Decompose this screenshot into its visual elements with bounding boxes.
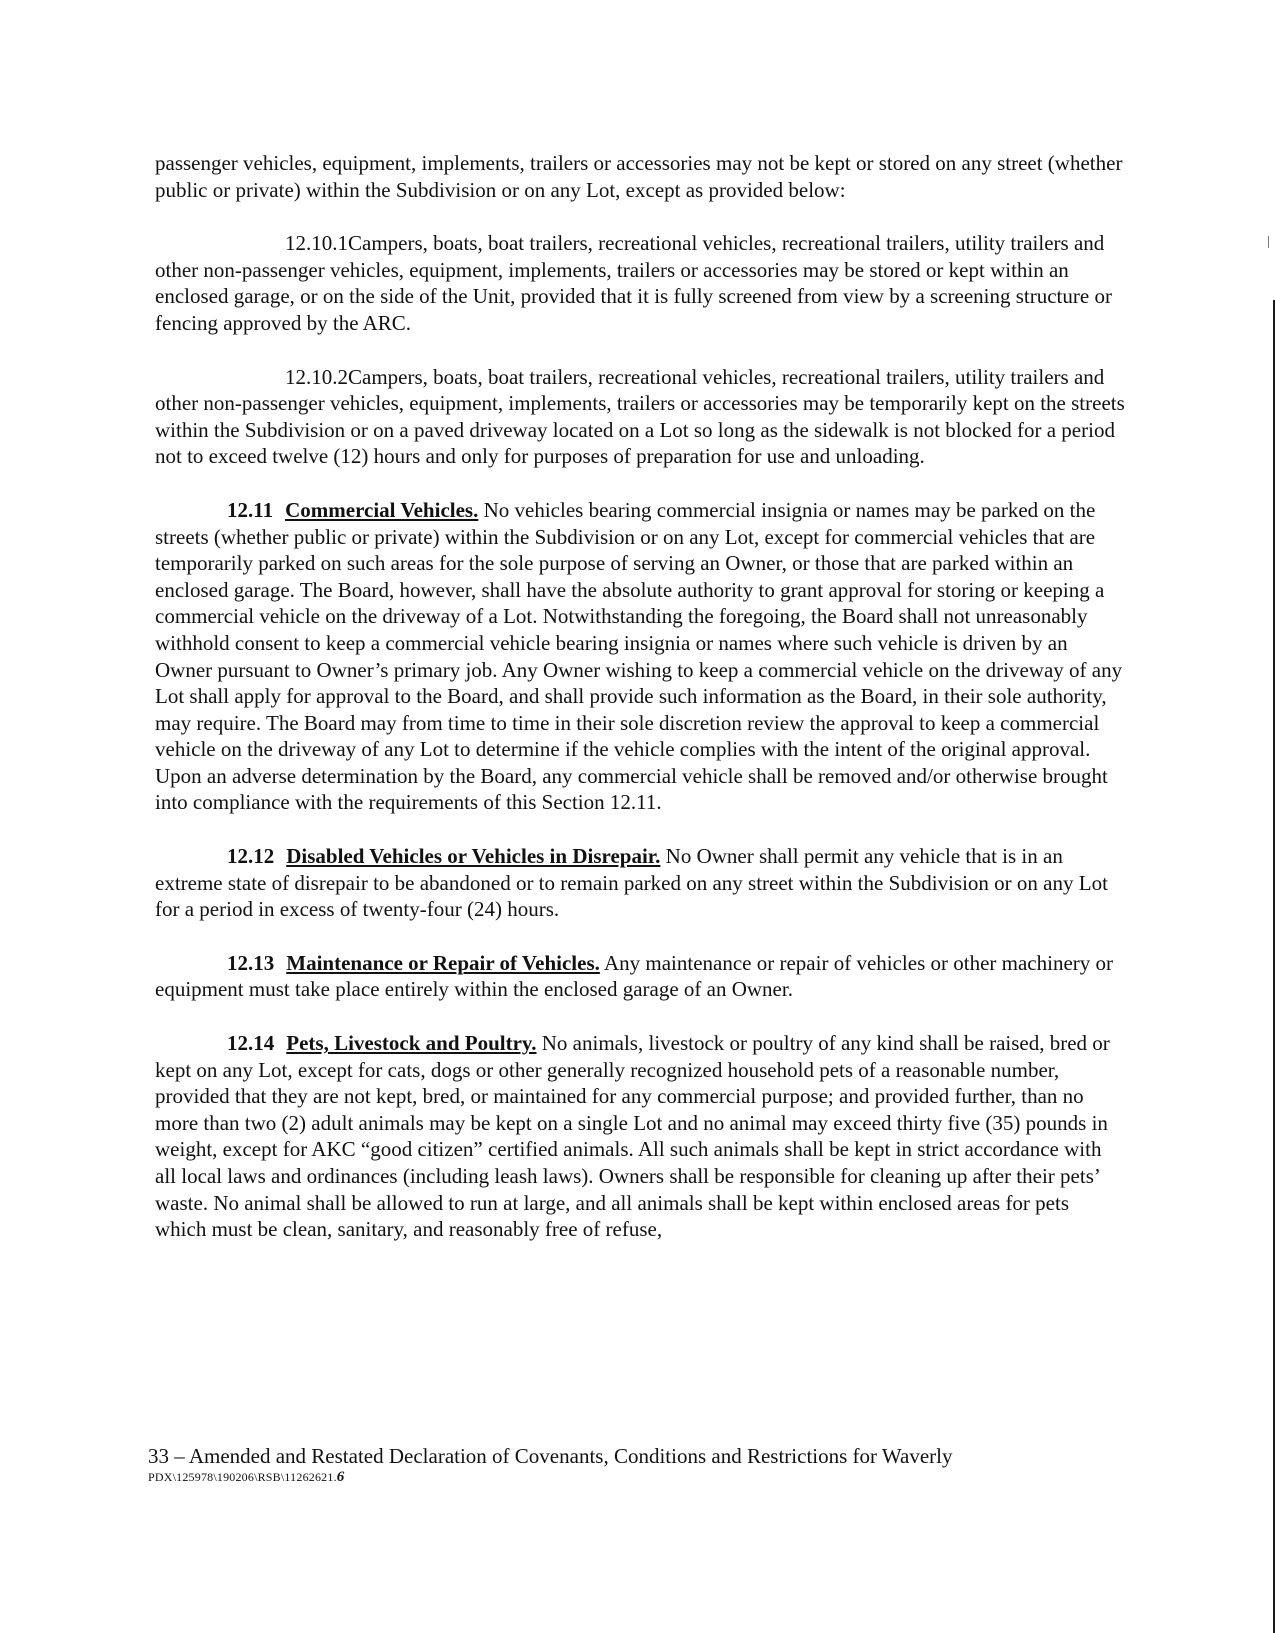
section-title: Pets, Livestock and Poultry. <box>286 1031 537 1056</box>
subsection-12-10-2: 12.10.2Campers, boats, boat trailers, recreational vehicles, recreational trailers, utility trailers and other non-passenger vehicles, equipment, implements, trailers or accessories may be temporarily kept on the streets within the Subdivision or on a paved driveway located on a Lot so long as the sidewalk is not blocked for a period not to exceed twelve (12) hours and only for purposes of preparation for use and unloading. <box>155 364 1125 469</box>
section-body: No animals, livestock or poultry of any kind shall be raised, bred or kept on any Lot, except for cats, dogs or other generally recognized household pets of a reasonable number, provided that they are not kept, bred, or maintained for any commercial purpose; and provided further, than no more than two (2) adult animals may be kept on a single Lot and no animal may exceed thirty five (35) pounds in weight, except for AKC “good citizen” certified animals. All such animals shall be kept in strict accordance with all local laws and ordinances (including leash laws). Owners shall be responsible for cleaning up after their pets’ waste. No animal shall be allowed to run at large, and all animals shall be kept within enclosed areas for pets which must be clean, sanitary, and reasonably free of refuse, <box>155 1031 1110 1242</box>
document-body <box>155 150 1125 1270</box>
document-id: PDX\125978\190206\RSB\11262621. <box>148 1470 337 1484</box>
section-title: Maintenance or Repair of Vehicles. <box>286 950 600 975</box>
section-12-11 <box>155 497 1125 816</box>
section-body: No vehicles bearing commercial insignia or names may be parked on the streets (whether public or private) within the Subdivision or on any Lot, except for commercial vehicles that are temporarily parked on such areas for the sole purpose of serving an Owner, or those that are parked within an enclosed garage. The Board, however, shall have the absolute authority to grant approval for storing or keeping a commercial vehicle on the driveway of a Lot. Notwithstanding the foregoing, the Board shall not unreasonably withhold consent to keep a commercial vehicle bearing insignia or names where such vehicle is driven by an Owner pursuant to Owner’s primary job. Any Owner wishing to keep a commercial vehicle on the driveway of any Lot shall apply for approval to the Board, and shall provide such information as the Board, in their sole authority, may require. The Board may from time to time in their sole discretion review the approval to keep a commercial vehicle on the driveway of any Lot to determine if the vehicle complies with the intent of the original approval. Upon an adverse determination by the Board, any commercial vehicle shall be removed and/or otherwise brought into compliance with the requirements of this Section 12.11. <box>155 497 1123 815</box>
section-number: 12.14 <box>227 1031 275 1056</box>
subsection-12-10-1: 12.10.1Campers, boats, boat trailers, recreational vehicles, recreational trailers, utility trailers and other non-passenger vehicles, equipment, implements, trailers or accessories may be stored or kept within an enclosed garage, or on the side of the Unit, provided that it is fully screened from view by a screening structure or fencing approved by the ARC. <box>155 231 1112 335</box>
section-title: Commercial Vehicles. <box>285 497 479 522</box>
section-title: Disabled Vehicles or Vehicles in Disrepair. <box>286 844 661 869</box>
footer-document-id <box>148 1469 1148 1485</box>
section-12-14 <box>155 1030 1125 1243</box>
intro-paragraph: passenger vehicles, equipment, implements, trailers or accessories may not be kept or stored on any street (whether public or private) within the Subdivision or on any Lot, except as provided below: <box>155 151 1123 202</box>
scan-artifact <box>1268 236 1269 248</box>
page-footer <box>148 1443 1148 1485</box>
section-number: 12.12 <box>227 844 275 869</box>
section-body: Any maintenance or repair of vehicles or other machinery or equipment must take place entirely within the enclosed garage of an Owner. <box>155 950 1114 1002</box>
section-body: No Owner shall permit any vehicle that is in an extreme state of disrepair to be abandoned or to remain parked on any street within the Subdivision or on any Lot for a period in excess of twenty-four (24) hours. <box>155 844 1108 922</box>
section-12-13 <box>155 950 1125 1003</box>
footer-title: 33 – Amended and Restated Declaration of Covenants, Conditions and Restrictions for Waverly <box>148 1444 953 1468</box>
section-12-12 <box>155 843 1125 923</box>
section-number: 12.13 <box>227 950 275 975</box>
document-version-mark: 6 <box>336 1469 345 1485</box>
section-number: 12.11 <box>227 497 274 522</box>
